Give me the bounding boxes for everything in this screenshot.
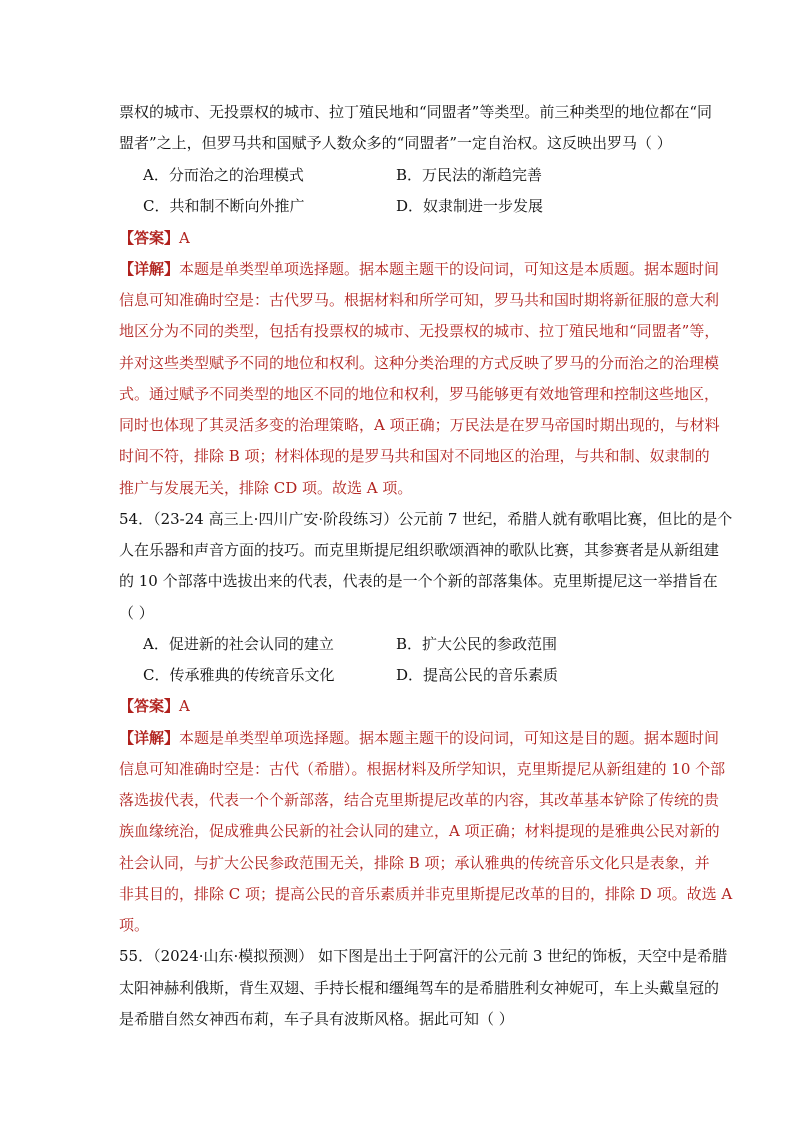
q54-detail-line-6: 非其目的，排除 C 项；提高公民的音乐素质并非克里斯提尼改革的目的，排除 D 项。故选 A bbox=[119, 885, 733, 903]
detail-text: 本题是单类型单项选择题。据本题主题干的设问词，可知这是目的题。据本题时间 bbox=[179, 729, 720, 747]
q54-option-c: C．传承雅典的传统音乐文化 bbox=[143, 666, 335, 684]
q54-detail-line-3: 落选拔代表，代表一个个新部落，结合克里斯提尼改革的内容，其改革基本铲除了传统的贵 bbox=[119, 791, 720, 809]
q53-stem-line-1: 票权的城市、无投票权的城市、拉丁殖民地和“同盟者”等类型。前三种类型的地位都在“同 bbox=[119, 103, 713, 121]
answer-tag: 【答案】 bbox=[119, 229, 180, 247]
q53-detail-line-6: 同时也体现了其灵活多变的治理策略，A 项正确；万民法是在罗马帝国时期出现的，与材料 bbox=[119, 416, 720, 434]
q54-stem-line-2: 人在乐器和声音方面的技巧。而克里斯提尼组织歌颂酒神的歌队比赛，其参赛者是从新组建 bbox=[119, 541, 720, 559]
q54-detail-line-1 bbox=[119, 728, 719, 748]
q55-stem-line-1: 55．（2024·山东·模拟预测） 如下图是出土于阿富汗的公元前 3 世纪的饰板，天空中是希腊 bbox=[119, 947, 728, 965]
q55-stem-line-3: 是希腊自然女神西布莉，车子具有波斯风格。据此可知（ ） bbox=[119, 1010, 514, 1028]
q53-stem-line-2: 盟者”之上，但罗马共和国赋予人数众多的“同盟者”一定自治权。这反映出罗马（ ） bbox=[119, 134, 672, 152]
q54-option-a: A．促进新的社会认同的建立 bbox=[143, 635, 334, 653]
q54-detail-line-7: 项。 bbox=[119, 916, 150, 934]
q53-detail-line-7: 时间不符，排除 B 项；材料体现的是罗马共和国对不同地区的治理，与共和制、奴隶制的 bbox=[119, 447, 710, 465]
q53-detail-line-8: 推广与发展无关，排除 CD 项。故选 A 项。 bbox=[119, 479, 413, 497]
q54-stem-line-4: （ ） bbox=[119, 604, 154, 622]
q55-stem-line-2: 太阳神赫利俄斯，背生双翅、手持长棍和缰绳驾车的是希腊胜利女神妮可，车上头戴皇冠的 bbox=[119, 979, 720, 997]
q54-answer bbox=[119, 696, 190, 716]
q54-detail-line-5: 社会认同，与扩大公民参政范围无关，排除 B 项；承认雅典的传统音乐文化只是表象，并 bbox=[119, 854, 710, 872]
answer-value: A bbox=[179, 697, 190, 715]
q54-option-d: D．提高公民的音乐素质 bbox=[396, 666, 559, 684]
q53-option-c: C．共和制不断向外推广 bbox=[143, 197, 305, 215]
q53-detail-line-3: 地区分为不同的类型，包括有投票权的城市、无投票权的城市、拉丁殖民地和“同盟者”等， bbox=[119, 322, 720, 340]
q53-detail-line-4: 并对这些类型赋予不同的地位和权利。这种分类治理的方式反映了罗马的分而治之的治理模 bbox=[119, 354, 720, 372]
answer-value: A bbox=[179, 229, 190, 247]
q53-detail-line-2: 信息可知准确时空是：古代罗马。根据材料和所学可知，罗马共和国时期将新征服的意大利 bbox=[119, 291, 720, 309]
q54-stem-line-1: 54．（23-24 高三上·四川广安·阶段练习）公元前 7 世纪，希腊人就有歌唱比赛，但比的是个 bbox=[119, 510, 733, 528]
q54-option-b: B．扩大公民的参政范围 bbox=[396, 635, 558, 653]
q53-detail-line-1 bbox=[119, 259, 719, 279]
q53-option-b: B．万民法的渐趋完善 bbox=[396, 166, 543, 184]
q53-option-d: D．奴隶制进一步发展 bbox=[396, 197, 544, 215]
q54-stem-line-3: 的 10 个部落中选拔出来的代表，代表的是一个个新的部落集体。克里斯提尼这一举措旨在 bbox=[119, 572, 718, 590]
detail-tag: 【详解】 bbox=[119, 260, 180, 278]
q54-detail-line-2: 信息可知准确时空是：古代（希腊）。根据材料及所学知识，克里斯提尼从新组建的 10 个部 bbox=[119, 760, 726, 778]
detail-text: 本题是单类型单项选择题。据本题主题干的设问词，可知这是本质题。据本题时间 bbox=[179, 260, 720, 278]
q54-detail-line-4: 族血缘统治，促成雅典公民新的社会认同的建立，A 项正确；材料提现的是雅典公民对新的 bbox=[119, 822, 720, 840]
q53-answer bbox=[119, 228, 190, 248]
q53-option-a: A．分而治之的治理模式 bbox=[143, 166, 304, 184]
answer-tag: 【答案】 bbox=[119, 697, 180, 715]
detail-tag: 【详解】 bbox=[119, 729, 180, 747]
q53-detail-line-5: 式。通过赋予不同类型的地区不同的地位和权利，罗马能够更有效地管理和控制这些地区， bbox=[119, 385, 720, 403]
